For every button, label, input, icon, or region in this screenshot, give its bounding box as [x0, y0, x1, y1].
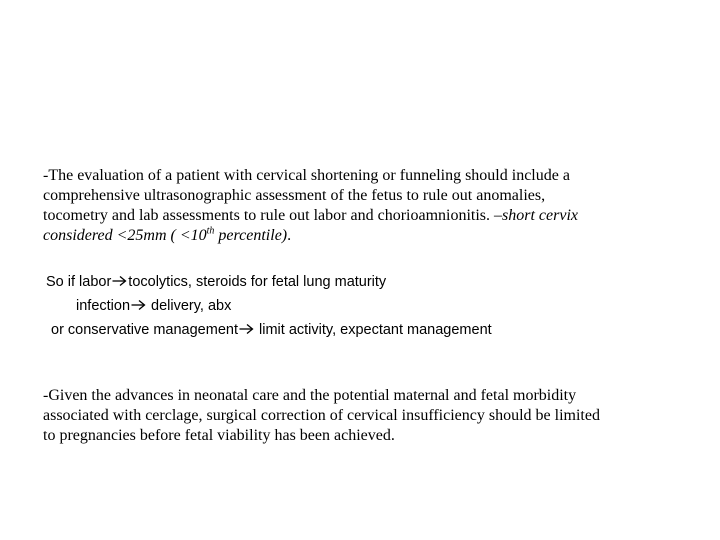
labor-management-line: So if labor tocolytics, steroids for fetal lung maturity	[46, 274, 387, 290]
right-arrow-icon	[112, 275, 127, 287]
cervical-evaluation-paragraph	[43, 166, 603, 246]
infection-management-line: infection delivery, abx	[76, 298, 232, 314]
percentile-superscript: th	[206, 225, 215, 237]
right-arrow-icon	[239, 323, 254, 335]
conservative-management-line: or conservative management limit activity, expectant management	[51, 322, 492, 338]
short-cervix-definition: –short cervix considered <25mm ( <10th percentile)	[43, 207, 578, 244]
cerclage-paragraph: -Given the advances in neonatal care and the potential maternal and fetal morbidity associated with cerclage, surgical correction of cervical insufficiency should be limited to pregnancies before fetal viability has been achieved.	[43, 387, 600, 444]
evaluation-text: -The evaluation of a patient with cervical shortening or funneling should include a comprehensive ultrasonographic assessment of the fetus to rule out anomalies, tocometry and lab assessments to rule out labor and chorioamnionitis.	[43, 167, 570, 224]
right-arrow-icon	[131, 299, 146, 311]
paragraph-end-period: .	[287, 227, 292, 244]
